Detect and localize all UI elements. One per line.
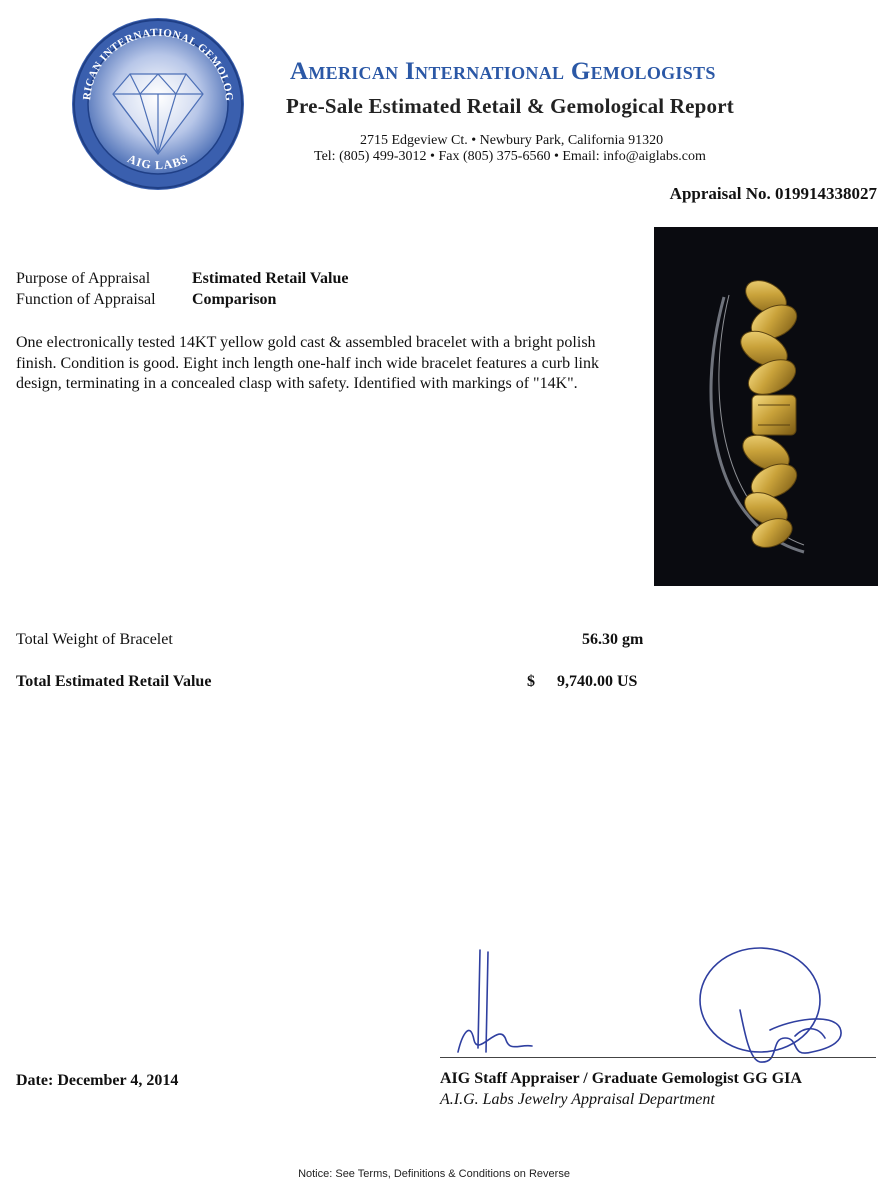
appraisal-number: Appraisal No. 019914338027 bbox=[669, 184, 877, 203]
bracelet-photo bbox=[654, 227, 878, 586]
address-line: 2715 Edgeview Ct. • Newbury Park, California 91320 bbox=[360, 133, 664, 148]
terms-notice: Notice: See Terms, Definitions & Conditions on Reverse bbox=[298, 1168, 570, 1180]
svg-text:AMERICAN INTERNATIONAL GEMOLOG: RICAN INTERNATIONAL GEMOLOG bbox=[81, 26, 236, 103]
aig-labs-seal bbox=[68, 14, 248, 194]
retail-value-amount: 9,740.00 US bbox=[557, 673, 638, 690]
gold-bracelet-icon bbox=[654, 227, 878, 586]
appraiser-title: AIG Staff Appraiser / Graduate Gemologist GG GIA bbox=[440, 1070, 802, 1087]
contact-line: Tel: (805) 499-3012 • Fax (805) 375-6560 • Email: info@aiglabs.com bbox=[314, 149, 706, 164]
weight-label: Total Weight of Bracelet bbox=[16, 631, 173, 648]
diamond-seal-icon bbox=[68, 14, 248, 194]
weight-value: 56.30 gm bbox=[582, 631, 644, 648]
signature-icon bbox=[440, 940, 880, 1080]
report-date: Date: December 4, 2014 bbox=[16, 1072, 179, 1089]
item-description: One electronically tested 14KT yellow gold cast & assembled bracelet with a bright polish finish. Condition is good. Eight inch length one-half inch wide bracelet features a curb link design, terminating in a concealed clasp with safety. Identified with markings of "14K". bbox=[16, 334, 599, 392]
organization-name: American International Gemologists bbox=[290, 58, 716, 85]
currency-symbol: $ bbox=[527, 673, 535, 690]
purpose-value: Estimated Retail Value bbox=[192, 270, 349, 287]
report-title: Pre-Sale Estimated Retail & Gemological Report bbox=[286, 94, 734, 118]
purpose-label: Purpose of Appraisal bbox=[16, 270, 151, 287]
appraiser-signatures bbox=[440, 940, 880, 1080]
function-value: Comparison bbox=[192, 291, 277, 308]
function-label: Function of Appraisal bbox=[16, 291, 156, 308]
svg-text:AIG LABS: AIG LABS bbox=[125, 151, 191, 173]
department-name: A.I.G. Labs Jewelry Appraisal Department bbox=[440, 1091, 715, 1108]
signature-line bbox=[440, 1057, 876, 1058]
retail-value-label: Total Estimated Retail Value bbox=[16, 673, 212, 690]
